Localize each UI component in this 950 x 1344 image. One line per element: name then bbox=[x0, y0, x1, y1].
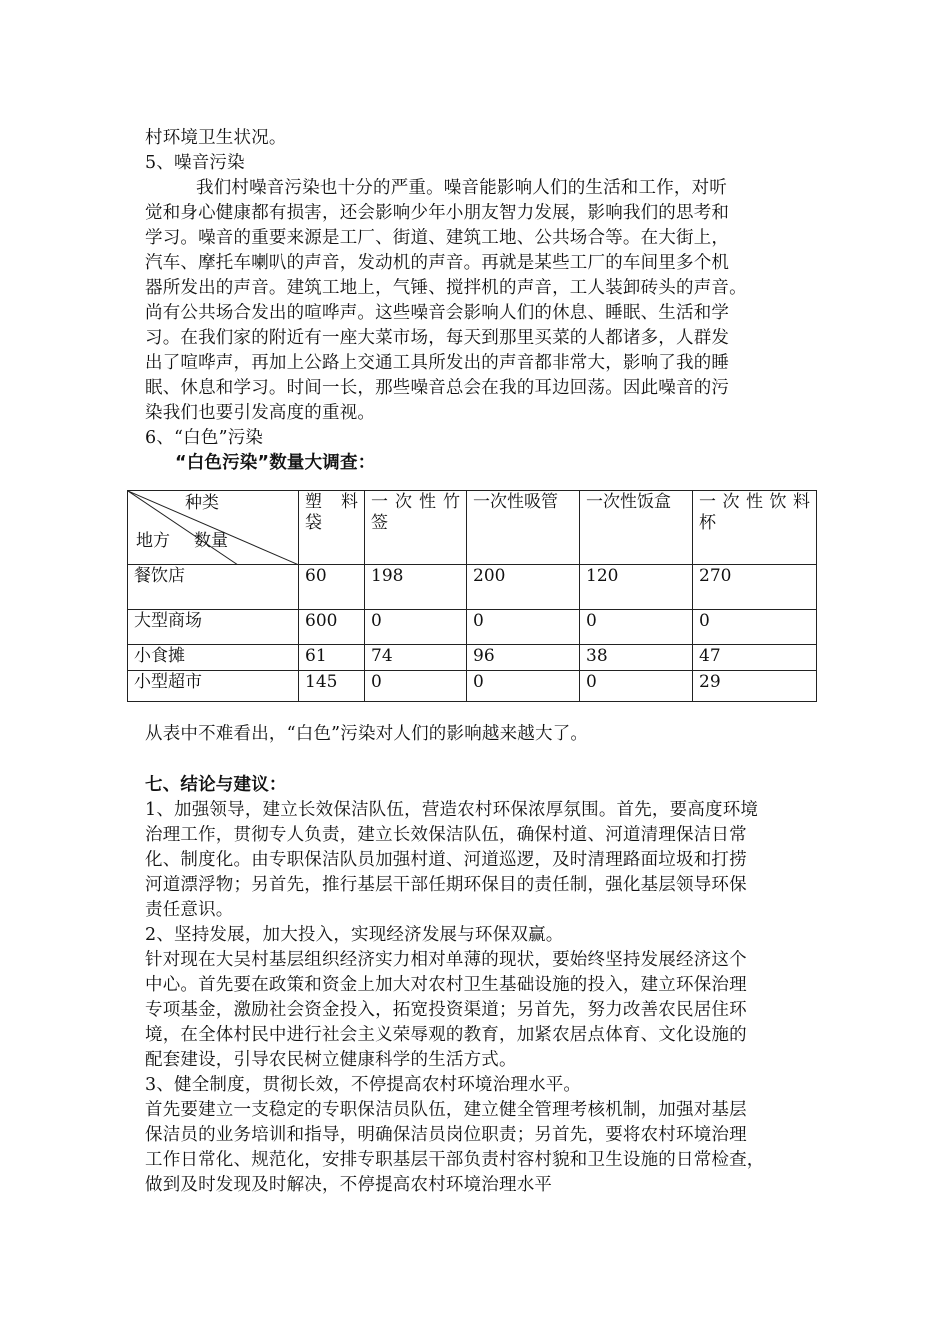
table-cell: 38 bbox=[580, 645, 693, 671]
paragraph-line: 习。在我们家的附近有一座大菜市场，每天到那里买菜的人都诸多，人群发 bbox=[145, 328, 730, 348]
row-place: 餐饮店 bbox=[128, 565, 299, 610]
paragraph-line: 出了喧哗声，再加上公路上交通工具所发出的声音都非常大，影响了我的睡 bbox=[145, 353, 730, 373]
row-place: 小食摊 bbox=[128, 645, 299, 671]
table-cell: 0 bbox=[365, 610, 467, 645]
table-cell: 0 bbox=[467, 610, 580, 645]
paragraph-line: 化、制度化。由专职保洁队员加强村道、河道巡逻，及时清理路面垃圾和打捞 bbox=[145, 850, 747, 870]
section-heading-white-pollution: 6、“白色”污染 bbox=[145, 428, 264, 448]
paragraph-line: 河道漂浮物；另首先，推行基层干部任期环保目的责任制，强化基层领导环保 bbox=[145, 875, 747, 895]
table-row bbox=[128, 645, 817, 671]
paragraph-line: 1、加强领导，建立长效保洁队伍，营造农村环保浓厚氛围。首先，要高度环境 bbox=[145, 800, 759, 820]
paragraph-line: 2、坚持发展，加大投入，实现经济发展与环保双赢。 bbox=[145, 925, 564, 945]
table-cell: 270 bbox=[693, 565, 817, 610]
paragraph-line: 治理工作，贯彻专人负责，建立长效保洁队伍，确保村道、河道清理保洁日常 bbox=[145, 825, 747, 845]
paragraph-line: 汽车、摩托车喇叭的声音，发动机的声音。再就是某些工厂的车间里多个机 bbox=[145, 253, 730, 273]
table-cell: 0 bbox=[365, 671, 467, 702]
paragraph-line: 学习。噪音的重要来源是工厂、街道、建筑工地、公共场合等。在大街上， bbox=[145, 228, 730, 248]
paragraph-line: 觉和身心健康都有损害，还会影响少年小朋友智力发展，影响我们的思考和 bbox=[145, 203, 730, 223]
table-cell: 200 bbox=[467, 565, 580, 610]
white-pollution-table bbox=[127, 490, 817, 702]
table-cell: 0 bbox=[693, 610, 817, 645]
table-cell: 600 bbox=[299, 610, 365, 645]
paragraph-line: 配套建设，引导农民树立健康科学的生活方式。 bbox=[145, 1050, 517, 1070]
diagonal-header-cell bbox=[128, 491, 299, 565]
column-header-bamboo-skewer: 一次性竹 签 bbox=[365, 491, 467, 565]
header-quantity: 数量 bbox=[194, 531, 228, 551]
paragraph-line: 责任意识。 bbox=[145, 900, 234, 920]
table-cell: 145 bbox=[299, 671, 365, 702]
table-cell: 120 bbox=[580, 565, 693, 610]
table-cell: 0 bbox=[580, 671, 693, 702]
paragraph-line: 染我们也要引发高度的重视。 bbox=[145, 403, 376, 423]
paragraph-line: 村环境卫生状况。 bbox=[145, 128, 287, 148]
section7-heading: 七、结论与建议： bbox=[145, 775, 287, 795]
header-place: 地方 bbox=[136, 531, 170, 551]
table-header-row bbox=[128, 491, 817, 565]
table-cell: 96 bbox=[467, 645, 580, 671]
column-header-straw: 一次性吸管 bbox=[467, 491, 580, 565]
table-conclusion: 从表中不难看出，“白色”污染对人们的影响越来越大了。 bbox=[145, 724, 589, 744]
row-place: 小型超市 bbox=[128, 671, 299, 702]
column-header-drink-cup: 一次性饮料 杯 bbox=[693, 491, 817, 565]
paragraph-line: 首先要建立一支稳定的专职保洁员队伍，建立健全管理考核机制，加强对基层 bbox=[145, 1100, 747, 1120]
table-cell: 198 bbox=[365, 565, 467, 610]
table-cell: 0 bbox=[580, 610, 693, 645]
column-header-lunch-box: 一次性饭盒 bbox=[580, 491, 693, 565]
table-cell: 60 bbox=[299, 565, 365, 610]
table-cell: 47 bbox=[693, 645, 817, 671]
paragraph-line: 中心。首先要在政策和资金上加大对农村卫生基础设施的投入，建立环保治理 bbox=[145, 975, 747, 995]
paragraph-line: 我们村噪音污染也十分的严重。噪音能影响人们的生活和工作，对听 bbox=[196, 178, 727, 198]
table-row bbox=[128, 565, 817, 610]
paragraph-line: 专项基金，激励社会资金投入，拓宽投资渠道；另首先，努力改善农民居住环 bbox=[145, 1000, 747, 1020]
paragraph-line: 保洁员的业务培训和指导，明确保洁员岗位职责；另首先，要将农村环境治理 bbox=[145, 1125, 747, 1145]
paragraph-line: 工作日常化、规范化，安排专职基层干部负责村容村貌和卫生设施的日常检查， bbox=[145, 1150, 765, 1170]
row-place: 大型商场 bbox=[128, 610, 299, 645]
table-row bbox=[128, 610, 817, 645]
survey-title: “白色污染”数量大调查： bbox=[175, 453, 376, 473]
column-header-plastic-bag: 塑 料 袋 bbox=[299, 491, 365, 565]
paragraph-line: 器所发出的声音。建筑工地上，气锤、搅拌机的声音，工人装卸砖头的声音。 bbox=[145, 278, 747, 298]
table-cell: 0 bbox=[467, 671, 580, 702]
table-cell: 29 bbox=[693, 671, 817, 702]
paragraph-line: 做到及时发现及时解决，不停提高农村环境治理水平 bbox=[145, 1175, 553, 1195]
table-row bbox=[128, 671, 817, 702]
paragraph-line: 针对现在大吴村基层组织经济实力相对单薄的现状，要始终坚持发展经济这个 bbox=[145, 950, 747, 970]
table-cell: 74 bbox=[365, 645, 467, 671]
section-heading-noise: 5、噪音污染 bbox=[145, 153, 245, 173]
table-cell: 61 bbox=[299, 645, 365, 671]
paragraph-line: 眠、休息和学习。时间一长，那些噪音总会在我的耳边回荡。因此噪音的污 bbox=[145, 378, 730, 398]
header-category: 种类 bbox=[185, 493, 219, 513]
paragraph-line: 尚有公共场合发出的喧哗声。这些噪音会影响人们的休息、睡眠、生活和学 bbox=[145, 303, 730, 323]
paragraph-line: 3、健全制度，贯彻长效，不停提高农村环境治理水平。 bbox=[145, 1075, 582, 1095]
paragraph-line: 境，在全体村民中进行社会主义荣辱观的教育，加紧农居点体育、文化设施的 bbox=[145, 1025, 747, 1045]
